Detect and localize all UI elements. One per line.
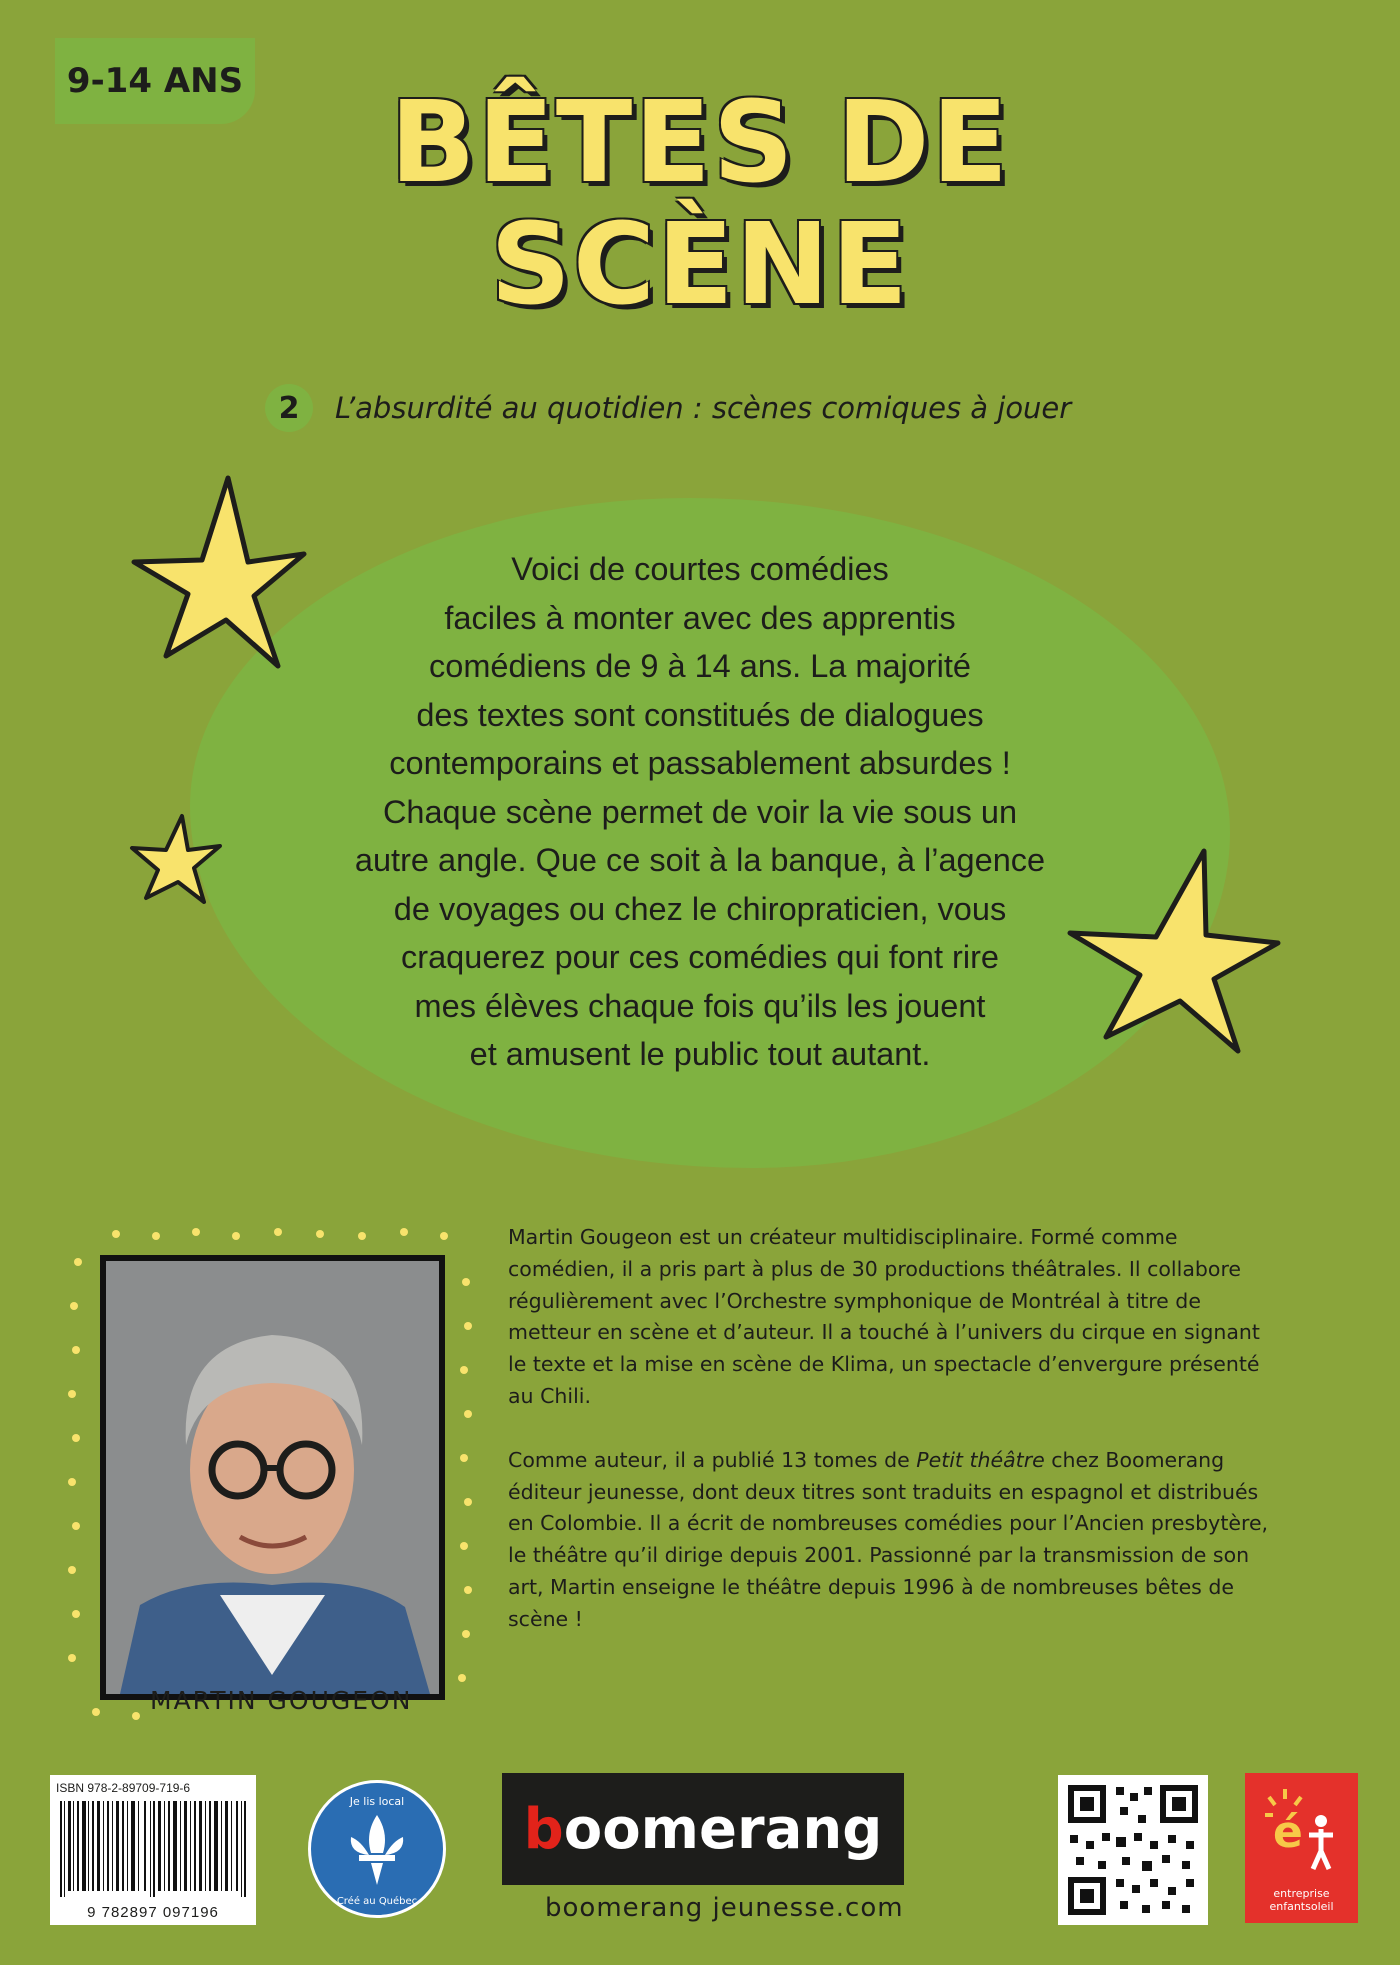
barcode-bars-icon <box>60 1801 246 1897</box>
description-line: faciles à monter avec des apprentis <box>444 599 956 636</box>
fleur-de-lis-icon <box>345 1813 409 1887</box>
soleil-line-1: entreprise <box>1273 1887 1330 1900</box>
soleil-text <box>1245 1887 1358 1913</box>
barcode <box>50 1775 256 1925</box>
description-line: et amusent le public tout autant. <box>469 1036 931 1072</box>
series-title: Petit théâtre <box>916 1447 1045 1472</box>
soleil-line-2: enfantsoleil <box>1269 1900 1334 1913</box>
qr-code-icon[interactable] <box>1058 1775 1208 1925</box>
star-icon <box>128 812 224 906</box>
book-description <box>270 545 1130 1079</box>
bio-paragraph-2 <box>508 1445 1278 1636</box>
volume-number: 2 <box>265 384 313 432</box>
quebec-local-logo <box>308 1780 446 1918</box>
author-name: MARTIN GOUGEON <box>150 1686 413 1715</box>
enfant-soleil-logo <box>1245 1773 1358 1923</box>
quebec-bottom-text: Créé au Québec <box>336 1896 418 1907</box>
description-line: comédiens de 9 à 14 ans. La majorité <box>429 648 971 684</box>
boomerang-rest: oomerang <box>563 1796 883 1862</box>
publisher-url[interactable]: boomerang jeunesse.com <box>545 1893 904 1923</box>
bio-paragraph-1: Martin Gougeon est un créateur multidisciplinaire. Formé comme comédien, il a pris part à plus de 30 productions théâtrales. Il collabore régulièrement avec l’Orchestre symphonique de Montréal à titre de metteur en scène et d’auteur. Il a touché à l’univers du cirque en signant le texte et la mise en scène de Klima, un spectacle d’envergure présenté au Chili. <box>508 1225 1260 1408</box>
svg-text:é: é <box>1273 1807 1303 1858</box>
age-badge: 9-14 ANS <box>55 38 255 124</box>
author-photo <box>100 1255 445 1700</box>
author-bio <box>508 1222 1278 1668</box>
subtitle-text: L’absurdité au quotidien : scènes comiques à jouer <box>335 391 1072 425</box>
bio-text: Comme auteur, il a publié 13 tomes de <box>508 1447 917 1472</box>
description-line: Voici de courtes comédies <box>511 551 889 587</box>
description-line: autre angle. Que ce soit à la banque, à l’agence <box>354 842 1046 878</box>
subtitle <box>265 384 1071 432</box>
description-line: Chaque scène permet de voir la vie sous un <box>382 793 1018 830</box>
boomerang-logo <box>502 1773 904 1885</box>
quebec-top-text: Je lis local <box>349 1795 405 1808</box>
description-line: des textes sont constitués de dialogues <box>416 696 984 733</box>
description-line: mes élèves chaque fois qu’ils les jouent <box>414 987 986 1024</box>
bio-text: chez Boomerang éditeur jeunesse, dont deux titres sont traduits en espagnol et distribués en Colombie. Il a écrit de nombreuses comédies pour l’Ancien presbytère, le théâtre qu’il dirige depuis 2001. Passionné par la transmission de son art, Martin enseigne le théâtre depuis 1996 à de nombreuses bêtes de scène ! <box>508 1447 1269 1631</box>
description-line: craquerez pour ces comédies qui font rire <box>401 939 999 975</box>
boomerang-b: b <box>523 1796 564 1862</box>
title-line-1: BÊTES DE <box>390 78 1010 208</box>
sun-child-icon <box>1263 1785 1341 1875</box>
title-line-2: SCÈNE <box>490 200 910 330</box>
isbn: ISBN 978-2-89709-719-6 <box>56 1781 191 1795</box>
barcode-number: 9 782897 097196 <box>87 1904 219 1921</box>
description-line: contemporains et passablement absurdes ! <box>389 745 1011 781</box>
description-line: de voyages ou chez le chiropraticien, vous <box>393 890 1007 927</box>
